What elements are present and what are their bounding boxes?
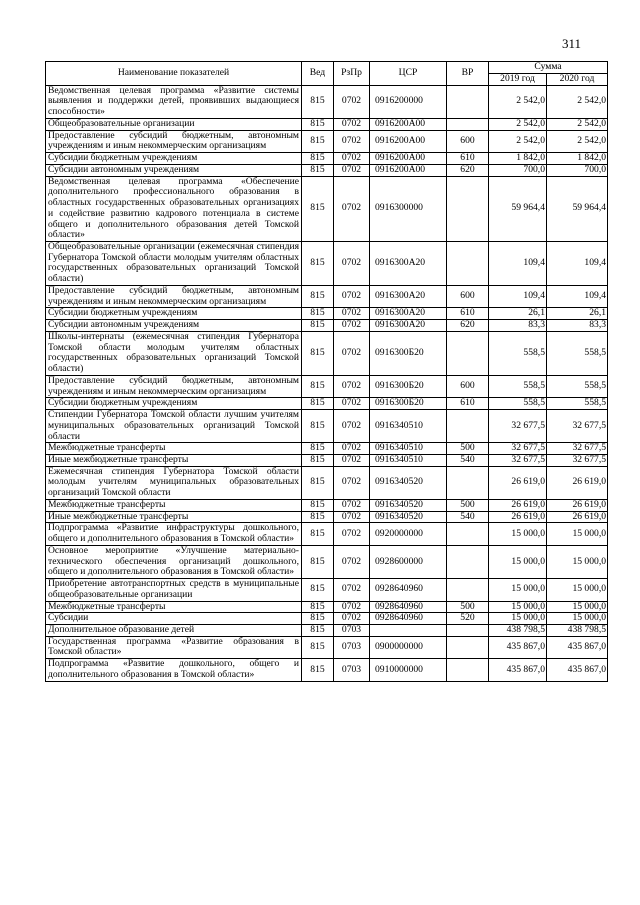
cell-rzpr: 0702 — [334, 545, 370, 578]
cell-vr: 540 — [447, 511, 489, 523]
cell-csr: 0916200А00 — [370, 118, 447, 130]
cell-sum-2020: 83,3 — [547, 320, 608, 332]
cell-csr: 0928600000 — [370, 545, 447, 578]
cell-csr: 0916300А20 — [370, 242, 447, 286]
cell-csr: 0916200А00 — [370, 130, 447, 152]
cell-vr — [447, 545, 489, 578]
cell-rzpr: 0702 — [334, 118, 370, 130]
cell-rzpr: 0702 — [334, 466, 370, 499]
cell-ved: 815 — [302, 499, 334, 511]
cell-name: Субсидии автономным учреждениям — [46, 164, 302, 176]
cell-name: Основное мероприятие «Улучшение материально-технического обеспечения организаций дошкольного, общего и дополнительного образования в Томской области» — [46, 545, 302, 578]
page-number: 311 — [562, 36, 582, 51]
cell-sum-2020: 558,5 — [547, 331, 608, 375]
table-row — [46, 499, 608, 511]
cell-ved: 815 — [302, 285, 334, 307]
cell-vr: 520 — [447, 613, 489, 625]
cell-sum-2019: 26 619,0 — [489, 499, 547, 511]
cell-vr: 620 — [447, 164, 489, 176]
cell-rzpr: 0702 — [334, 242, 370, 286]
cell-sum-2019: 32 677,5 — [489, 454, 547, 466]
cell-sum-2020: 26 619,0 — [547, 499, 608, 511]
cell-rzpr: 0702 — [334, 601, 370, 613]
cell-sum-2020: 435 867,0 — [547, 659, 608, 681]
cell-csr: 0928640960 — [370, 579, 447, 601]
cell-sum-2020: 558,5 — [547, 398, 608, 410]
cell-name: Подпрограмма «Развитие инфраструктуры дошкольного, общего и дополнительного образования в Томской области» — [46, 523, 302, 545]
cell-name: Иные межбюджетные трансферты — [46, 454, 302, 466]
cell-rzpr: 0702 — [334, 613, 370, 625]
cell-sum-2020: 15 000,0 — [547, 579, 608, 601]
cell-name: Предоставление субсидий бюджетным, автономным учреждениям и иным некоммерческим организациям — [46, 130, 302, 152]
cell-ved: 815 — [302, 375, 334, 397]
cell-sum-2020: 558,5 — [547, 375, 608, 397]
cell-vr: 600 — [447, 285, 489, 307]
cell-sum-2020: 109,4 — [547, 242, 608, 286]
table-row — [46, 523, 608, 545]
cell-name: Предоставление субсидий бюджетным, автономным учреждениям и иным некоммерческим организациям — [46, 375, 302, 397]
cell-ved: 815 — [302, 398, 334, 410]
cell-rzpr: 0702 — [334, 320, 370, 332]
table-body — [46, 85, 608, 681]
cell-sum-2019: 109,4 — [489, 242, 547, 286]
cell-ved: 815 — [302, 153, 334, 165]
header-ved: Вед — [302, 62, 334, 86]
cell-vr — [447, 242, 489, 286]
cell-rzpr: 0702 — [334, 511, 370, 523]
cell-csr: 0916340510 — [370, 410, 447, 443]
header-sum: Сумма — [489, 62, 608, 74]
cell-csr: 0916300А20 — [370, 285, 447, 307]
table-row — [46, 443, 608, 455]
cell-csr: 0916300А20 — [370, 308, 447, 320]
cell-rzpr: 0702 — [334, 85, 370, 118]
cell-rzpr: 0702 — [334, 499, 370, 511]
cell-ved: 815 — [302, 85, 334, 118]
cell-sum-2019: 59 964,4 — [489, 176, 547, 241]
cell-csr: 0916300000 — [370, 176, 447, 241]
cell-vr — [447, 523, 489, 545]
cell-name: Государственная программа «Развитие образования в Томской области» — [46, 636, 302, 658]
table-row — [46, 466, 608, 499]
header-csr: ЦСР — [370, 62, 447, 86]
cell-vr — [447, 624, 489, 636]
cell-csr: 0928640960 — [370, 613, 447, 625]
cell-sum-2019: 15 000,0 — [489, 601, 547, 613]
cell-sum-2019: 26 619,0 — [489, 511, 547, 523]
cell-csr: 0916340510 — [370, 454, 447, 466]
cell-rzpr: 0703 — [334, 659, 370, 681]
table-row — [46, 130, 608, 152]
cell-sum-2019: 1 842,0 — [489, 153, 547, 165]
cell-sum-2019: 435 867,0 — [489, 636, 547, 658]
cell-name: Субсидии бюджетным учреждениям — [46, 153, 302, 165]
cell-ved: 815 — [302, 579, 334, 601]
cell-sum-2020: 1 842,0 — [547, 153, 608, 165]
cell-vr: 610 — [447, 308, 489, 320]
cell-rzpr: 0703 — [334, 636, 370, 658]
header-vr: ВР — [447, 62, 489, 86]
cell-sum-2019: 15 000,0 — [489, 545, 547, 578]
cell-rzpr: 0702 — [334, 153, 370, 165]
cell-ved: 815 — [302, 443, 334, 455]
cell-vr: 600 — [447, 130, 489, 152]
table-row — [46, 85, 608, 118]
table-row — [46, 164, 608, 176]
cell-vr — [447, 118, 489, 130]
cell-sum-2019: 558,5 — [489, 331, 547, 375]
cell-csr: 0916200А00 — [370, 164, 447, 176]
header-name: Наименование показателей — [46, 62, 302, 86]
cell-sum-2019: 109,4 — [489, 285, 547, 307]
cell-sum-2020: 438 798,5 — [547, 624, 608, 636]
cell-sum-2020: 15 000,0 — [547, 523, 608, 545]
cell-rzpr: 0702 — [334, 410, 370, 443]
table-row — [46, 410, 608, 443]
cell-ved: 815 — [302, 308, 334, 320]
table-row — [46, 118, 608, 130]
cell-sum-2019: 2 542,0 — [489, 85, 547, 118]
cell-ved: 815 — [302, 164, 334, 176]
table-row — [46, 613, 608, 625]
cell-sum-2019: 26,1 — [489, 308, 547, 320]
cell-vr: 500 — [447, 601, 489, 613]
cell-sum-2020: 32 677,5 — [547, 443, 608, 455]
cell-ved: 815 — [302, 511, 334, 523]
cell-name: Подпрограмма «Развитие дошкольного, общего и дополнительного образования в Томской области» — [46, 659, 302, 681]
cell-sum-2019: 83,3 — [489, 320, 547, 332]
table-row — [46, 454, 608, 466]
header-rzpr: РзПр — [334, 62, 370, 86]
header-year-2020: 2020 год — [547, 73, 608, 85]
cell-rzpr: 0702 — [334, 523, 370, 545]
cell-ved: 815 — [302, 659, 334, 681]
cell-sum-2019: 2 542,0 — [489, 130, 547, 152]
cell-name: Ведомственная целевая программа «Развитие системы выявления и поддержки детей, проявивших выдающиеся способности» — [46, 85, 302, 118]
table-row — [46, 545, 608, 578]
cell-rzpr: 0702 — [334, 176, 370, 241]
cell-ved: 815 — [302, 523, 334, 545]
cell-rzpr: 0702 — [334, 285, 370, 307]
cell-csr: 0916340520 — [370, 466, 447, 499]
cell-ved: 815 — [302, 636, 334, 658]
table-row — [46, 285, 608, 307]
cell-rzpr: 0703 — [334, 624, 370, 636]
cell-sum-2020: 15 000,0 — [547, 601, 608, 613]
cell-sum-2020: 59 964,4 — [547, 176, 608, 241]
cell-csr: 0916200А00 — [370, 153, 447, 165]
cell-vr: 500 — [447, 499, 489, 511]
cell-sum-2020: 109,4 — [547, 285, 608, 307]
cell-name: Приобретение автотранспортных средств в муниципальные общеобразовательные организации — [46, 579, 302, 601]
cell-ved: 815 — [302, 545, 334, 578]
cell-csr: 0916200000 — [370, 85, 447, 118]
cell-vr: 600 — [447, 375, 489, 397]
table-row — [46, 320, 608, 332]
cell-name: Общеобразовательные организации (ежемесячная стипендия Губернатора Томской области молодым учителям областных государственных образовательных организаций Томской области) — [46, 242, 302, 286]
cell-csr: 0920000000 — [370, 523, 447, 545]
cell-vr: 540 — [447, 454, 489, 466]
cell-csr: 0928640960 — [370, 601, 447, 613]
table-row — [46, 242, 608, 286]
table-row — [46, 511, 608, 523]
cell-sum-2020: 2 542,0 — [547, 85, 608, 118]
cell-rzpr: 0702 — [334, 130, 370, 152]
budget-table — [45, 61, 608, 682]
cell-vr — [447, 331, 489, 375]
cell-sum-2020: 2 542,0 — [547, 118, 608, 130]
cell-name: Субсидии автономным учреждениям — [46, 320, 302, 332]
cell-sum-2020: 26 619,0 — [547, 466, 608, 499]
cell-vr — [447, 466, 489, 499]
cell-name: Стипендии Губернатора Томской области лучшим учителям муниципальных образовательных организаций Томской области — [46, 410, 302, 443]
cell-ved: 815 — [302, 613, 334, 625]
cell-sum-2019: 15 000,0 — [489, 579, 547, 601]
cell-name: Предоставление субсидий бюджетным, автономным учреждениям и иным некоммерческим организациям — [46, 285, 302, 307]
cell-sum-2020: 2 542,0 — [547, 130, 608, 152]
cell-ved: 815 — [302, 410, 334, 443]
cell-rzpr: 0702 — [334, 579, 370, 601]
cell-ved: 815 — [302, 242, 334, 286]
cell-csr: 0916300Б20 — [370, 398, 447, 410]
cell-sum-2019: 558,5 — [489, 398, 547, 410]
cell-vr: 610 — [447, 398, 489, 410]
cell-vr — [447, 659, 489, 681]
cell-ved: 815 — [302, 466, 334, 499]
cell-sum-2020: 700,0 — [547, 164, 608, 176]
cell-sum-2019: 438 798,5 — [489, 624, 547, 636]
table-row — [46, 398, 608, 410]
cell-ved: 815 — [302, 454, 334, 466]
cell-ved: 815 — [302, 331, 334, 375]
cell-csr: 0916340520 — [370, 511, 447, 523]
table-row — [46, 624, 608, 636]
cell-sum-2019: 435 867,0 — [489, 659, 547, 681]
cell-name: Школы-интернаты (ежемесячная стипендия Губернатора Томской области молодым учителям областных государственных образовательных организаций Томской области) — [46, 331, 302, 375]
cell-sum-2020: 15 000,0 — [547, 545, 608, 578]
cell-name: Межбюджетные трансферты — [46, 443, 302, 455]
cell-rzpr: 0702 — [334, 443, 370, 455]
cell-sum-2019: 700,0 — [489, 164, 547, 176]
table-row — [46, 153, 608, 165]
cell-vr — [447, 636, 489, 658]
cell-name: Ведомственная целевая программа «Обеспечение дополнительного профессионального образования в областных государственных образовательных организациях и содействие развитию кадрового потенциала в системе общего и дополнительного образования детей Томской области» — [46, 176, 302, 241]
cell-vr — [447, 579, 489, 601]
cell-csr: 0916340510 — [370, 443, 447, 455]
table-row — [46, 659, 608, 681]
cell-csr: 0916300А20 — [370, 320, 447, 332]
cell-csr: 0910000000 — [370, 659, 447, 681]
cell-ved: 815 — [302, 601, 334, 613]
cell-rzpr: 0702 — [334, 308, 370, 320]
cell-sum-2019: 26 619,0 — [489, 466, 547, 499]
cell-name: Субсидии — [46, 613, 302, 625]
cell-vr: 610 — [447, 153, 489, 165]
cell-name: Межбюджетные трансферты — [46, 601, 302, 613]
cell-name: Иные межбюджетные трансферты — [46, 511, 302, 523]
cell-name: Ежемесячная стипендия Губернатора Томской области молодым учителям муниципальных образовательных организаций Томской области — [46, 466, 302, 499]
cell-rzpr: 0702 — [334, 331, 370, 375]
cell-csr — [370, 624, 447, 636]
cell-sum-2020: 435 867,0 — [547, 636, 608, 658]
table-row — [46, 308, 608, 320]
cell-vr: 500 — [447, 443, 489, 455]
cell-ved: 815 — [302, 624, 334, 636]
cell-ved: 815 — [302, 176, 334, 241]
cell-rzpr: 0702 — [334, 398, 370, 410]
cell-sum-2020: 26 619,0 — [547, 511, 608, 523]
table-row — [46, 601, 608, 613]
cell-vr: 620 — [447, 320, 489, 332]
cell-sum-2020: 26,1 — [547, 308, 608, 320]
table-row — [46, 176, 608, 241]
cell-name: Общеобразовательные организации — [46, 118, 302, 130]
cell-sum-2019: 32 677,5 — [489, 410, 547, 443]
cell-rzpr: 0702 — [334, 454, 370, 466]
cell-sum-2019: 558,5 — [489, 375, 547, 397]
cell-vr — [447, 85, 489, 118]
cell-sum-2019: 15 000,0 — [489, 613, 547, 625]
table-row — [46, 636, 608, 658]
cell-sum-2019: 2 542,0 — [489, 118, 547, 130]
cell-ved: 815 — [302, 118, 334, 130]
cell-name: Субсидии бюджетным учреждениям — [46, 398, 302, 410]
cell-sum-2020: 32 677,5 — [547, 454, 608, 466]
cell-csr: 0916300Б20 — [370, 375, 447, 397]
cell-name: Межбюджетные трансферты — [46, 499, 302, 511]
table-row — [46, 331, 608, 375]
header-year-2019: 2019 год — [489, 73, 547, 85]
cell-vr — [447, 176, 489, 241]
cell-vr — [447, 410, 489, 443]
cell-sum-2019: 15 000,0 — [489, 523, 547, 545]
cell-rzpr: 0702 — [334, 375, 370, 397]
table-row — [46, 579, 608, 601]
cell-csr: 0916340520 — [370, 499, 447, 511]
cell-ved: 815 — [302, 320, 334, 332]
cell-csr: 0916300Б20 — [370, 331, 447, 375]
cell-name: Субсидии бюджетным учреждениям — [46, 308, 302, 320]
cell-sum-2019: 32 677,5 — [489, 443, 547, 455]
cell-ved: 815 — [302, 130, 334, 152]
cell-sum-2020: 32 677,5 — [547, 410, 608, 443]
cell-rzpr: 0702 — [334, 164, 370, 176]
cell-csr: 0900000000 — [370, 636, 447, 658]
cell-name: Дополнительное образование детей — [46, 624, 302, 636]
cell-sum-2020: 15 000,0 — [547, 613, 608, 625]
table-row — [46, 375, 608, 397]
